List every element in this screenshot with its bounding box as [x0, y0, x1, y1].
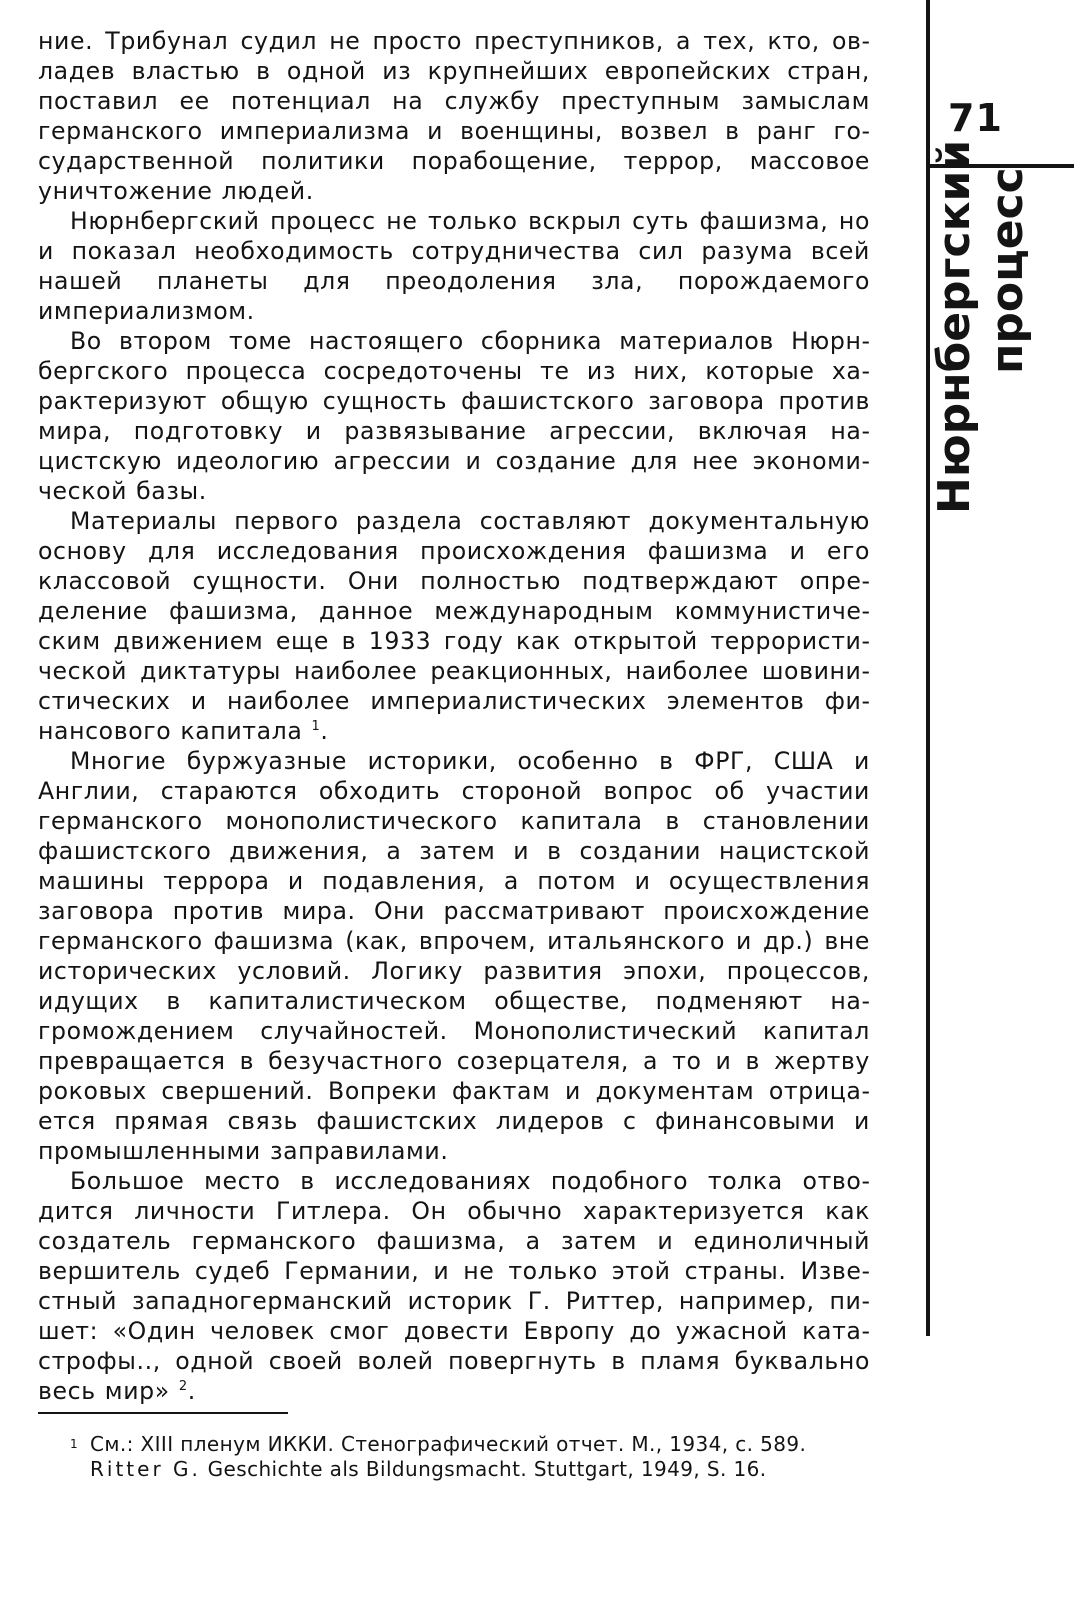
running-title-line-2: процесс — [982, 167, 1033, 374]
running-title — [929, 139, 1033, 522]
footnote-1-mark: 1 — [70, 1437, 79, 1451]
footnote-ref-2: 2 — [178, 1379, 188, 1395]
footnote-1 — [70, 1432, 870, 1457]
footnote-2-author: Ritter G. — [90, 1457, 201, 1481]
paragraph-6-text: Большое место в исследованиях подобного толка отводится личности Гитлера. Он обычно характеризуется как создатель германского фашизма, а затем и единоличный вершитель судеб Германии, и не только этой страны. Известный западногерманский историк Г. Риттер, например, пишет: «Один человек смог довести Европу до ужасной катастрофы.., одной своей волей повергнуть в пламя буквально весь мир» — [38, 1167, 870, 1405]
paragraph-3: Во втором томе настоящего сборника материалов Нюрнбергского процесса сосредоточены те из них, которые характеризуют общую сущность фашистского заговора против мира, подготовку и развязывание агрессии, включая нацистскую идеологию агрессии и создание для нее экономической базы. — [38, 327, 870, 505]
paragraph-4 — [38, 506, 870, 746]
footnote-ref-2-period: . — [187, 1377, 196, 1405]
page-number: 71 — [948, 96, 1003, 140]
footnotes — [70, 1432, 870, 1482]
paragraph-6 — [38, 1166, 870, 1406]
paragraph-1: ние. Трибунал судил не просто преступников, а тех, кто, овладев властью в одной из крупнейших европейских стран, поставил ее потенциал на службу преступным замыслам германского империализма и военщины, возвел в ранг государственной политики порабощение, террор, массовое уничтожение людей. — [38, 27, 870, 205]
running-title-line-1: Нюрнбергский — [929, 139, 980, 514]
footnote-separator — [38, 1412, 288, 1414]
footnote-1-text: См.: XIII пленум ИККИ. Стенографический отчет. М., 1934, с. 589. — [90, 1432, 807, 1456]
paragraph-2: Нюрнбергский процесс не только вскрыл суть фашизма, но и показал необходимость сотрудничества сил разума всей нашей планеты для преодоления зла, порождаемого империализмом. — [38, 207, 870, 325]
paragraph-5: Многие буржуазные историки, особенно в ФРГ, США и Англии, стараются обходить стороной вопрос об участии германского монополистического капитала в становлении фашистского движения, а затем и в создании нацистской машины террора и подавления, а потом и осуществления заговора против мира. Они рассматривают происхождение германского фашизма (как, впрочем, итальянского и др.) вне исторических условий. Логику развития эпохи, процессов, идущих в капиталистическом обществе, подменяют нагромождением случайностей. Монополистический капитал превращается в безучастного созерцателя, а то и в жертву роковых свершений. Вопреки фактам и документам отрицается прямая связь фашистских лидеров с финансовыми и промышленными заправилами. — [38, 747, 870, 1165]
footnote-ref-1: 1 — [311, 719, 321, 735]
footnote-2-text: Geschichte als Bildungsmacht. Stuttgart, 1949, S. 16. — [200, 1457, 767, 1481]
footnote-2 — [90, 1457, 870, 1482]
footnote-ref-1-period: . — [320, 717, 329, 745]
body-text — [38, 26, 870, 1406]
paragraph-4-text: Материалы первого раздела составляют документальную основу для исследования происхождения фашизма и его классовой сущности. Они полностью подтверждают определение фашизма, данное международным коммунистическим движением еще в 1933 году как открытой террористической диктатуры наиболее реакционных, наиболее шовинистических и наиболее империалистических элементов финансового капитала — [38, 507, 870, 745]
